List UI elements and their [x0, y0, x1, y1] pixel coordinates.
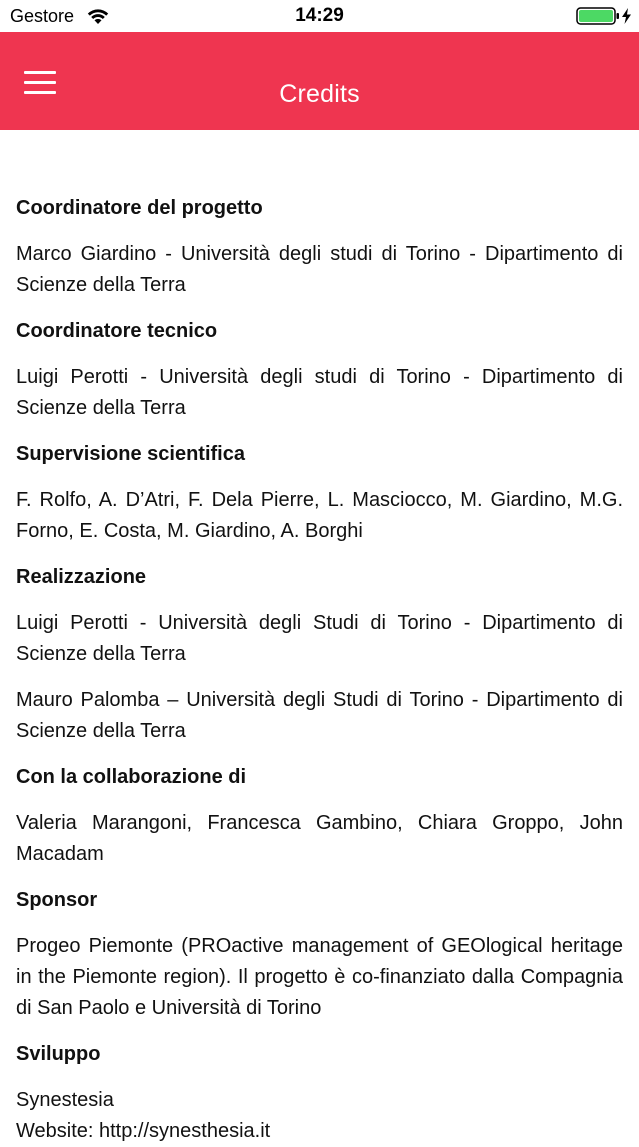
section-text: Luigi Perotti - Università degli Studi di Torino - Dipartimento di Scienze della Terra — [16, 612, 623, 665]
section-text: Valeria Marangoni, Francesca Gambino, Chiara Groppo, John Macadam — [16, 812, 623, 865]
status-time: 14:29 — [295, 5, 344, 26]
section-heading: Realizzazione — [16, 566, 147, 588]
credits-content — [16, 193, 623, 1147]
section-text: Progeo Piemonte (PROactive management of GEOlogical heritage in the Piemonte region). Il progetto è co-finanziato dalla Compagnia di San Paolo e Università di Torino — [16, 935, 623, 1019]
section-collaboration — [16, 762, 623, 870]
developer-website: Website: http://synesthesia.it — [16, 1120, 271, 1142]
section-text: F. Rolfo, A. D’Atri, F. Dela Pierre, L. Masciocco, M. Giardino, M.G. Forno, E. Costa, M. Giardino, A. Borghi — [16, 489, 623, 542]
carrier-label: Gestore — [10, 6, 75, 26]
section-text: Luigi Perotti - Università degli studi di Torino - Dipartimento di Scienze della Terra — [16, 366, 623, 419]
section-text: Marco Giardino - Università degli studi di Torino - Dipartimento di Scienze della Terra — [16, 243, 623, 296]
section-technical-coordinator — [16, 316, 623, 424]
page-title: Credits — [279, 80, 360, 108]
section-text: Mauro Palomba – Università degli Studi di Torino - Dipartimento di Scienze della Terra — [16, 689, 623, 742]
status-bar — [0, 0, 639, 32]
section-heading: Supervisione scientifica — [16, 443, 245, 465]
section-heading: Sponsor — [16, 889, 98, 911]
section-scientific-supervision — [16, 439, 623, 547]
section-development — [16, 1039, 623, 1147]
navigation-bar — [0, 32, 639, 130]
section-project-coordinator — [16, 193, 623, 301]
section-heading: Coordinatore del progetto — [16, 197, 263, 219]
section-sponsor — [16, 885, 623, 1024]
developer-name: Synestesia — [16, 1089, 114, 1111]
battery-icon — [576, 6, 634, 26]
section-heading: Con la collaborazione di — [16, 766, 247, 788]
section-heading: Sviluppo — [16, 1043, 101, 1065]
section-realization — [16, 562, 623, 747]
charging-bolt-icon — [622, 8, 631, 24]
section-heading: Coordinatore tecnico — [16, 320, 218, 342]
